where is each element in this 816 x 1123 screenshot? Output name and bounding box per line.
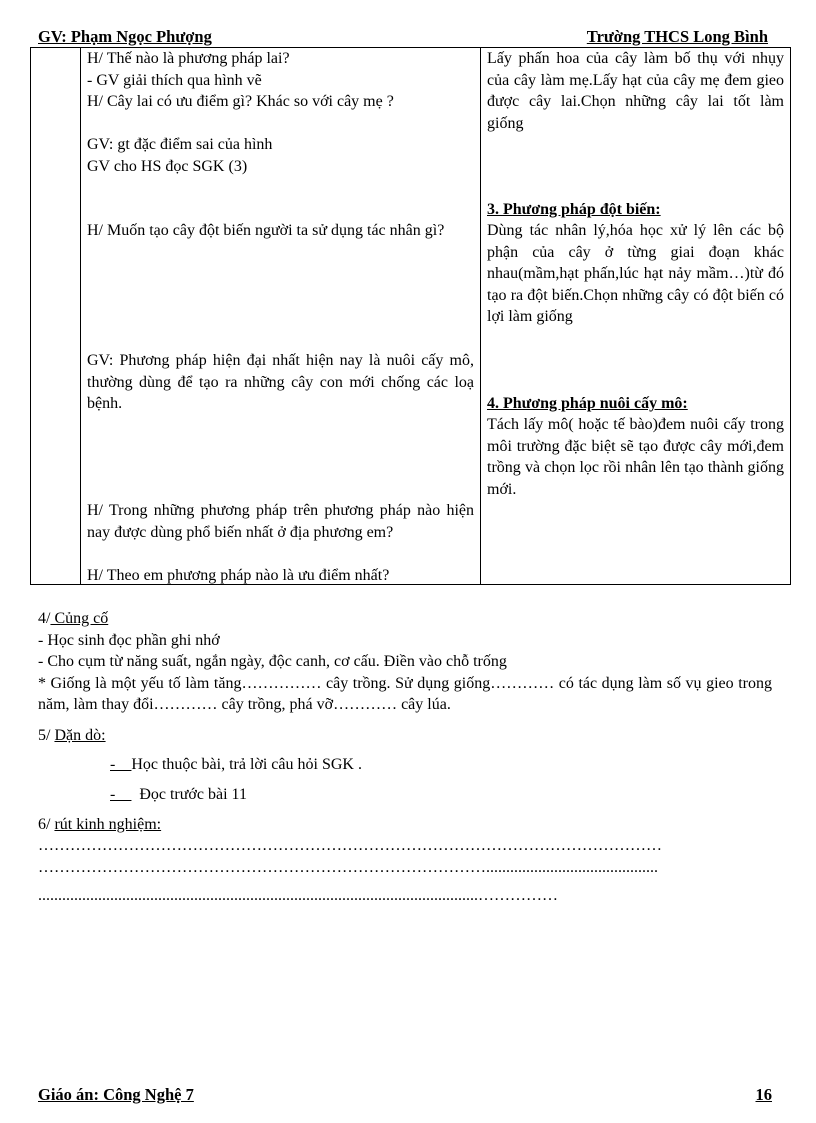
consolidation-title: 4/ Củng cố [38, 610, 109, 627]
page-footer [38, 1085, 772, 1107]
consolidation-line: - Học sinh đọc phần ghi nhớ [38, 631, 220, 649]
subject-label: Giáo án: Công Nghệ 7 [38, 1085, 194, 1104]
mutation-method-text: Dùng tác nhân lý,hóa học xử lý lên các bộ phận của cây ở từng giai đoạn khác nhau(mầm,hạt phấn,lúc hạt nảy mầm…)từ đó tạo ra đột biến.Chọn những cây có đột biến có lợi làm giống [487, 222, 784, 325]
question-block-5: H/ Trong những phương pháp trên phương pháp nào hiện nay được dùng phổ biến nhất ở địa phương em? [87, 502, 474, 541]
question-block-3: H/ Muốn tạo cây đột biến người ta sử dụng tác nhân gì? [87, 222, 445, 239]
review-title: 6/ rút kinh nghiệm: [38, 816, 162, 833]
question-block-1 [87, 48, 474, 113]
text-line: H/ Cây lai có ưu điểm gì? Khác so với cây mẹ ? [87, 93, 394, 110]
page-number: 16 [755, 1085, 772, 1104]
fill-blank-exercise: * Giống là một yếu tố làm tăng…………… cây trồng. Sử dụng giống………… có tác dụng làm số vụ gieo trong năm, làm thay đổi………… cây trồng, phá vỡ………… cây lúa. [38, 674, 772, 713]
content-cell [481, 48, 791, 585]
review-dots-line-1: ……………………………………………………………………………………………………… [38, 837, 662, 854]
empty-column-cell [31, 48, 81, 585]
homework-item-2: -__ Đọc trước bài 11 [110, 786, 247, 803]
page-header [38, 27, 768, 47]
school-name: Trường THCS Long Bình [586, 27, 768, 46]
text-line: H/ Thế nào là phương pháp lai? [87, 50, 290, 67]
teacher-activity-cell [81, 48, 481, 585]
hybrid-method-text: Lấy phấn hoa của cây làm bố thụ với nhụy của cây làm mẹ.Lấy hạt của cây mẹ đem gieo được cây lai.Chọn những cây lai tốt làm giống [487, 50, 784, 132]
tissue-culture-heading: 4. Phương pháp nuôi cấy mô: [487, 395, 688, 412]
tissue-culture-text: Tách lấy mô( hoặc tế bào)đem nuôi cấy trong môi trường đặc biệt sẽ tạo được cây mới,đem trồng và chọn lọc rồi nhân lên tạo thành giống mới. [487, 416, 784, 498]
consolidation-line: - Cho cụm từ năng suất, ngắn ngày, độc canh, cơ cấu. Điền vào chỗ trống [38, 653, 507, 670]
lesson-table [30, 47, 791, 585]
question-block-6: H/ Theo em phương pháp nào là ưu điểm nhất? [87, 567, 390, 584]
mutation-method-heading: 3. Phương pháp đột biến: [487, 201, 661, 218]
review-dots-line-3: ..............................................................................................................…………… [38, 887, 558, 904]
consolidation-section [38, 608, 772, 716]
homework-section [38, 725, 772, 747]
homework-item-1: -__Học thuộc bài, trả lời câu hỏi SGK . [110, 756, 362, 773]
text-line: GV cho HS đọc SGK (3) [87, 157, 248, 175]
text-line: GV: gt đặc điểm sai của hình [87, 136, 273, 153]
homework-title: 5/ Dặn dò: [38, 727, 106, 744]
teacher-name: GV: Phạm Ngọc Phượng [38, 27, 212, 46]
question-block-2 [87, 134, 474, 177]
text-line: - GV giải thích qua hình vẽ [87, 71, 262, 89]
table-row [31, 48, 791, 585]
review-dots-line-2: …………………………………………………………………………........................................... [38, 859, 658, 876]
question-block-4: GV: Phương pháp hiện đại nhất hiện nay là nuôi cấy mô, thường dùng để tạo ra những cây con mới chống các loạ bệnh. [87, 352, 474, 412]
